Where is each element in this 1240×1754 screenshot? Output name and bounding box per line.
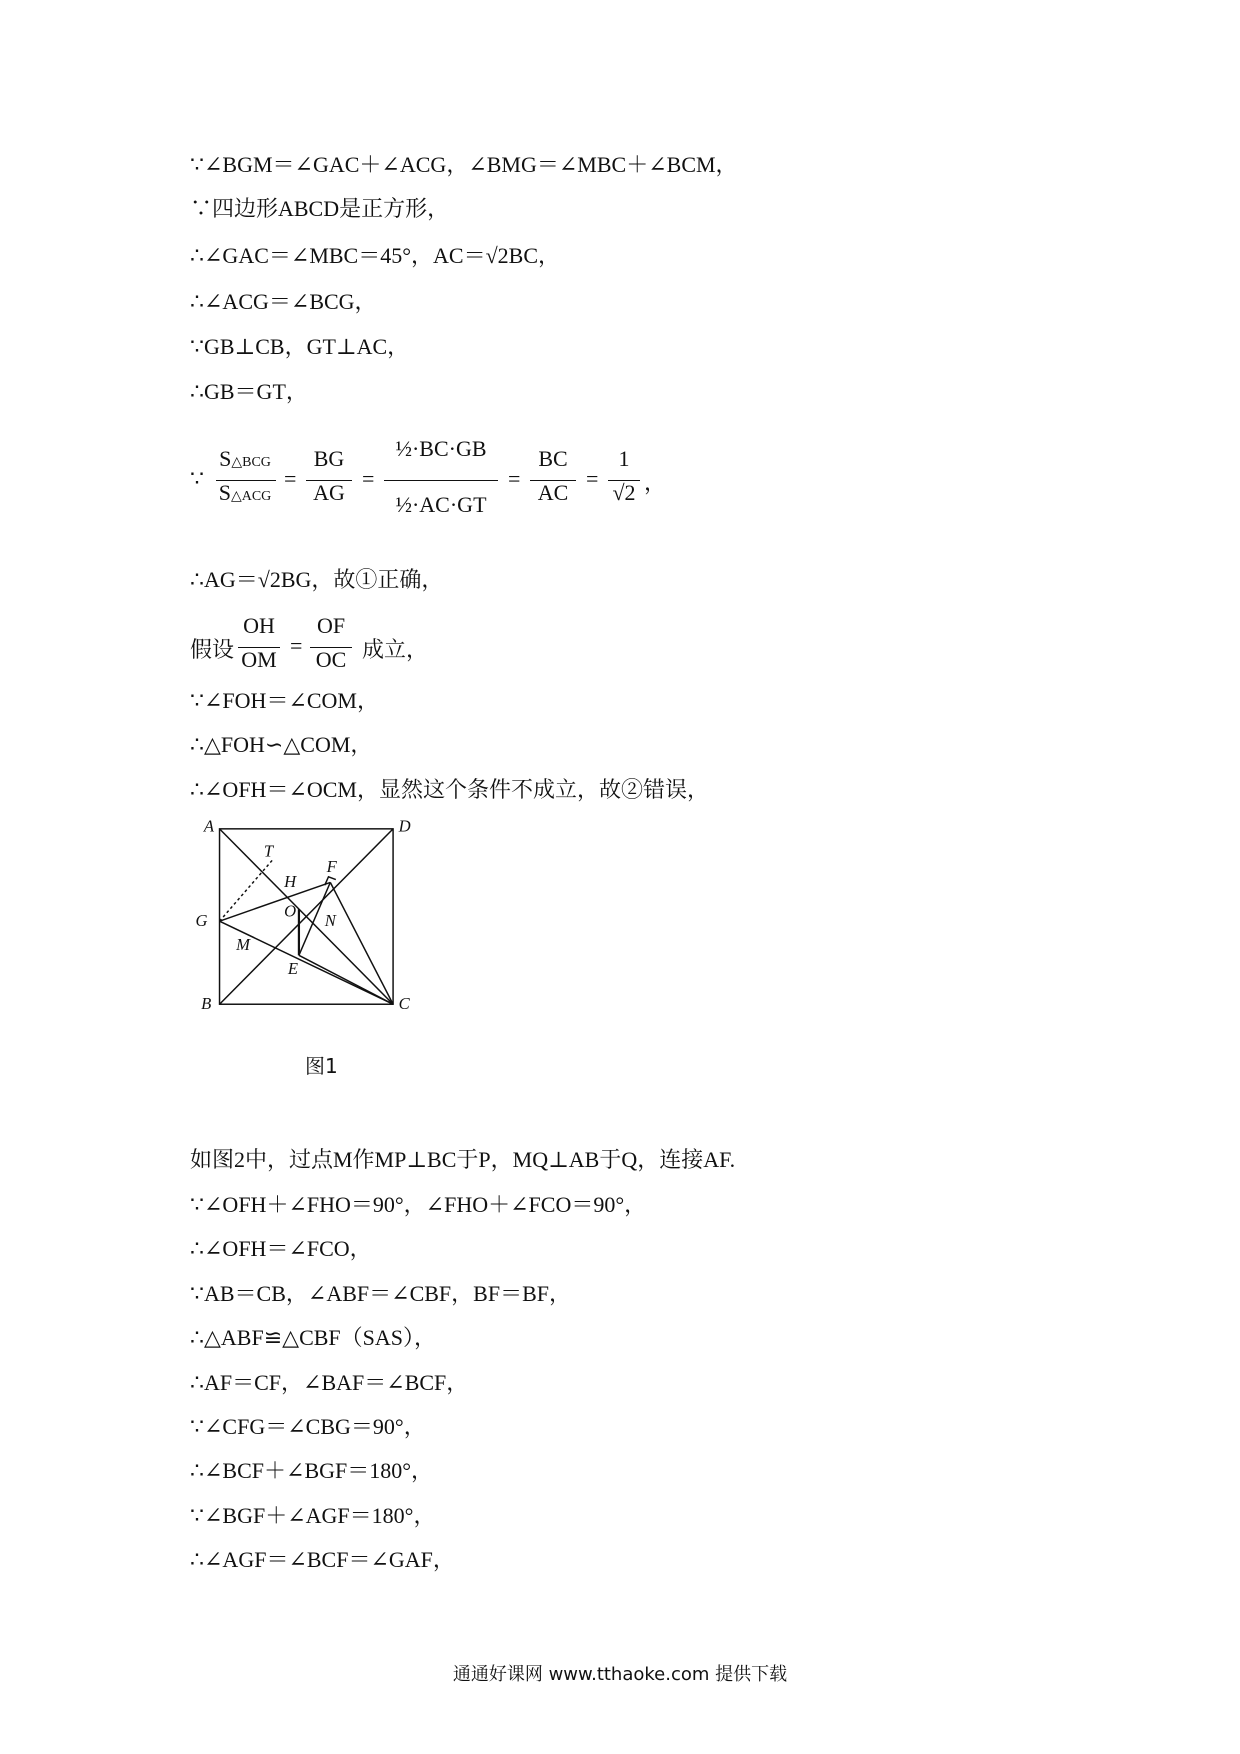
fraction-bar [608, 480, 640, 481]
text-line: ∵∠FOH＝∠COM， [190, 688, 379, 713]
text-line: ∵四边形ABCD是正方形， [190, 196, 450, 221]
fraction-bc-ac [528, 446, 578, 506]
numerator: OH [243, 613, 275, 638]
fraction-bar [238, 647, 280, 648]
numerator: ½·BC·GB [395, 436, 487, 461]
denominator: OC [315, 647, 347, 672]
label-n: N [324, 910, 336, 930]
figure-caption: 图1 [305, 1054, 338, 1078]
segment-gf [220, 882, 331, 921]
geometry-figure [180, 815, 440, 1055]
label-a: A [203, 816, 215, 836]
equals-sign: = [508, 466, 521, 491]
text-line: ∴GB＝GT， [190, 379, 308, 404]
page-footer: 通通好课网 www.tthaoke.com 提供下载 [452, 1664, 788, 1685]
fraction-oh-om [236, 613, 282, 673]
denominator: AG [313, 480, 345, 505]
segment-gc [220, 921, 394, 1004]
fraction-area [214, 446, 276, 506]
text-line: ∴△ABF≌△CBF（SAS）， [190, 1325, 437, 1350]
label-f: F [326, 857, 337, 877]
equals-sign: = [290, 633, 303, 658]
fraction-of-oc [308, 613, 354, 673]
numerator-sub: △BCG [231, 455, 271, 470]
label-h: H [284, 872, 297, 891]
equals-sign: = [586, 466, 599, 491]
label-g: G [195, 910, 208, 930]
text-line: ∴∠GAC＝∠MBC＝45°，AC＝√2BC， [190, 243, 561, 268]
label-c: C [398, 993, 410, 1013]
area-ratio-equation [190, 420, 890, 540]
because-symbol: ∵ [190, 466, 204, 491]
text-line: ∵∠OFH＋∠FHO＝90°，∠FHO＋∠FCO＝90°， [190, 1192, 647, 1217]
denominator: √2 [612, 480, 636, 505]
label-e: E [287, 958, 299, 978]
text-line: ∴∠BCF＋∠BGF＝180°， [190, 1458, 434, 1483]
equals-sign: = [284, 466, 297, 491]
fraction-bar [216, 480, 276, 481]
numerator: BG [313, 446, 345, 471]
label-o: O [284, 901, 297, 921]
text-line: ∴∠ACG＝∠BCG， [190, 289, 377, 314]
label-b: B [201, 993, 212, 1013]
comma: ， [644, 470, 667, 495]
hypothesis-suffix: 成立， [362, 638, 429, 663]
denominator: OM [241, 647, 277, 672]
fraction-bg-ag [304, 446, 354, 506]
numerator: OF [316, 613, 346, 638]
text-line: 如图2中，过点M作MP⊥BC于P，MQ⊥AB于Q，连接AF. [190, 1147, 736, 1172]
text-line: ∴△FOH∽△COM， [190, 732, 373, 757]
hypothesis-equation [190, 605, 690, 685]
text-line: ∴AG＝√2BG，故①正确， [190, 567, 444, 592]
text-line: ∴AF＝CF，∠BAF＝∠BCF， [190, 1370, 469, 1395]
denominator: S [218, 480, 231, 505]
fraction-one-sqrt2 [606, 446, 642, 506]
segment-ec [299, 955, 393, 1004]
numerator: 1 [618, 446, 630, 471]
numerator: BC [538, 446, 568, 471]
text-line: ∵∠BGM＝∠GAC＋∠ACG，∠BMG＝∠MBC＋∠BCM， [190, 152, 738, 177]
label-d: D [398, 816, 411, 836]
equals-sign: = [362, 466, 375, 491]
text-line: ∵GB⊥CB，GT⊥AC， [190, 334, 410, 359]
numerator: S [219, 446, 232, 471]
text-line: ∵AB＝CB，∠ABF＝∠CBF，BF＝BF， [190, 1281, 571, 1306]
fraction-bar [530, 480, 576, 481]
denominator-sub: △ACG [230, 489, 272, 504]
text-line: ∵∠CFG＝∠CBG＝90°， [190, 1414, 426, 1439]
hypothesis-label: 假设 [190, 638, 235, 663]
label-m: M [236, 934, 250, 954]
label-t: T [263, 841, 274, 861]
fraction-bar [310, 647, 352, 648]
segment-fc [330, 882, 393, 1004]
fraction-bar [306, 480, 352, 481]
text-line: ∴∠OFH＝∠FCO， [190, 1236, 372, 1261]
fraction-half-products [382, 430, 500, 518]
fraction-bar [384, 480, 498, 481]
denominator: AC [537, 480, 569, 505]
text-line: ∴∠AGF＝∠BCF＝∠GAF， [190, 1547, 455, 1572]
denominator: ½·AC·GT [395, 492, 487, 517]
text-line: ∵∠BGF＋∠AGF＝180°， [190, 1503, 436, 1528]
text-line: ∴∠OFH＝∠OCM，显然这个条件不成立，故②错误， [190, 777, 709, 802]
